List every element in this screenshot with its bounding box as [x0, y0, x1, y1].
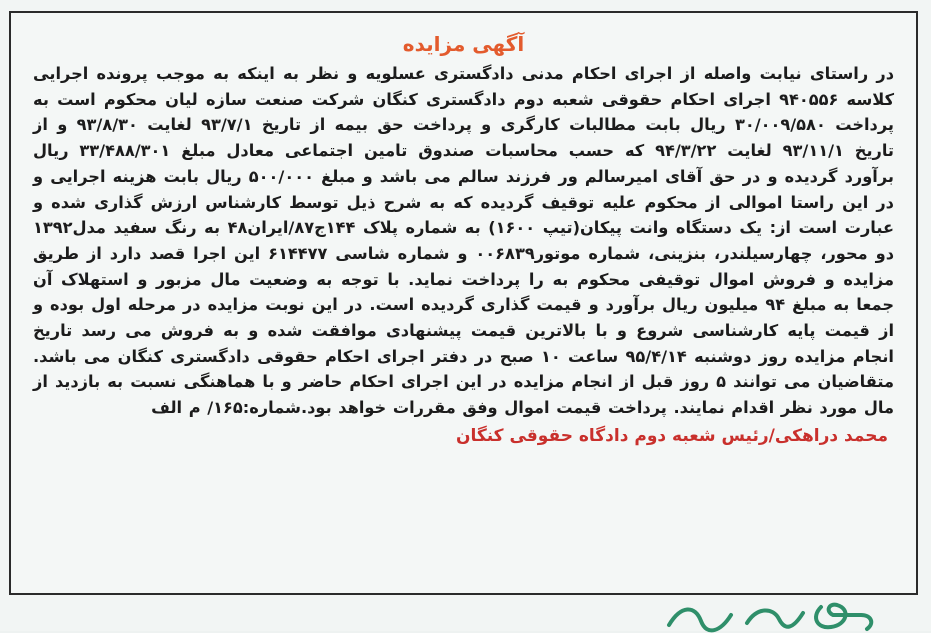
handwritten-mark-icon: [661, 597, 891, 633]
notice-body: در راستای نیابت واصله از اجرای احکام مدنی دادگستری عسلویه و نظر به اینکه به موجب پرونده اجرایی کلاسه ۹۴۰۵۵۶ اجرای احکام حقوقی شعبه دوم دادگستری کنگان شرکت صنعت سازه لیان محکوم است به پرداخت ۳۰/۰۰۹/۵۸۰ ریال بابت مطالبات کارگری و پرداخت حق بیمه از تاریخ ۹۳/۷/۱ لغایت ۹۳/۸/۳۰ و از تاریخ ۹۳/۱۱/۱ لغایت ۹۴/۳/۲۲ که حسب محاسبات صندوق تامین اجتماعی معادل مبلغ ۳۳/۴۸۸/۳۰۱ ریال برآورد گردیده و در حق آقای امیرسالم ور فرزند سالم می باشد و مبلغ ۵۰۰/۰۰۰ ریال بابت هزینه اجرایی و در این راستا اموالی از محکوم علیه توقیف گردیده که به شرح ذیل توسط کارشناس ارزش گذاری شده و عبارت است از: یک دستگاه وانت پیکان(تیپ ۱۶۰۰) به شماره پلاک ۱۴۴ج۸۷/ایران۴۸ به رنگ سفید مدل۱۳۹۲ دو محور، چهارسیلندر، بنزینی، شماره موتور۰۰۶۸۳۹ و شماره شاسی ۶۱۴۴۷۷ این اجرا قصد دارد از طریق مزایده و فروش اموال توقیفی محکوم به را پرداخت نماید. با توجه به وضعیت مال مزبور و استهلاک آن جمعا به مبلغ ۹۴ میلیون ریال برآورد و قیمت گذاری گردیده است. در این نوبت مزایده در مرحله اول بوده و از قیمت پایه کارشناسی شروع و با بالاترین قیمت پیشنهادی موافقت شده و به فروش می رسد تاریخ انجام مزایده روز دوشنبه ۹۵/۴/۱۴ ساعت ۱۰ صبح در دفتر اجرای احکام حقوقی دادگستری کنگان می باشد. متقاضیان می توانند ۵ روز قبل از انجام مزایده در این اجرای احکام حاضر و با هماهنگی نسبت به بازدید از مال مورد نظر اقدام نمایند. پرداخت قیمت اموال وفق مقررات خواهد بود.شماره:۱۶۵/ م الف: [33, 64, 895, 418]
notice-frame: [9, 11, 918, 595]
notice-content: [33, 31, 894, 585]
notice-signature: محمد دراهکی/رئیس شعبه دوم دادگاه حقوقی کنگان: [455, 425, 888, 446]
notice-title: آگهی مزایده: [402, 32, 525, 56]
